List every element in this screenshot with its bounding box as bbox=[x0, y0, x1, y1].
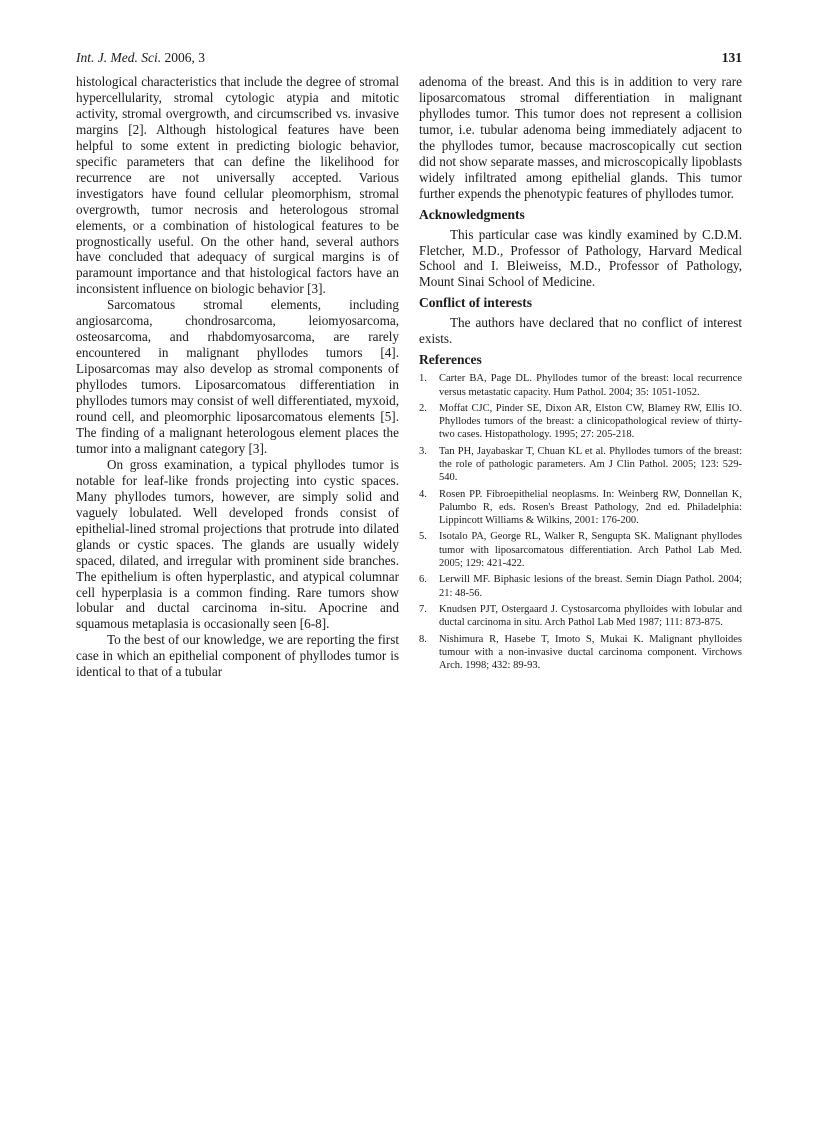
reference-number: 4. bbox=[419, 488, 427, 500]
reference-text: Lerwill MF. Biphasic lesions of the breast. Semin Diagn Pathol. 2004; 21: 48-56. bbox=[439, 574, 742, 599]
references-list bbox=[419, 372, 742, 672]
reference-number: 5. bbox=[419, 531, 427, 543]
reference-text: Tan PH, Jayabaskar T, Chuan KL et al. Phyllodes tumors of the breast: the role of pathologic parameters. Am J Clin Pathol. 2005; 123: 529-540. bbox=[439, 445, 742, 484]
reference-number: 6. bbox=[419, 574, 427, 586]
reference-item bbox=[419, 603, 742, 630]
reference-text: Moffat CJC, Pinder SE, Dixon AR, Elston CW, Blamey RW, Ellis IO. Phyllodes tumors of the breast: a clinicopathological review of thirty-two cases. Histopathology. 1995; 27: 205-218. bbox=[439, 402, 742, 441]
reference-number: 2. bbox=[419, 402, 427, 414]
references-heading: References bbox=[419, 352, 482, 368]
reference-number: 3. bbox=[419, 445, 427, 457]
reference-item bbox=[419, 445, 742, 485]
reference-item bbox=[419, 488, 742, 528]
body-paragraph: Sarcomatous stromal elements, including angiosarcoma, chondrosarcoma, leiomyosarcoma, osteosarcoma, and rhabdomyosarcoma, are rarely encountered in malignant phyllodes tumors [4]. Liposarcomas may also develop as stromal components of phyllodes tumors. Liposarcomatous differentiation in phyllodes tumors may consist of well differentiated, myxoid, round cell, and pleomorphic liposarcomatous elements [5]. The finding of a malignant heterologous element places the tumor into a malignant category [3]. bbox=[76, 297, 399, 456]
acknowledgments-text: This particular case was kindly examined by C.D.M. Fletcher, M.D., Professor of Pathology, Harvard Medical School and I. Bleiweiss, M.D., Professor of Pathology, Mount Sinai School of Medicine. bbox=[419, 226, 742, 290]
journal-year-volume: 2006, 3 bbox=[164, 50, 205, 65]
two-column-body bbox=[76, 74, 742, 680]
reference-item bbox=[419, 372, 742, 399]
page bbox=[76, 50, 742, 680]
reference-text: Isotalo PA, George RL, Walker R, Sengupta SK. Malignant phyllodes tumor with liposarcomatous differentiation. Arch Pathol Lab Med. 2005; 129: 421-422. bbox=[439, 531, 742, 570]
reference-number: 7. bbox=[419, 603, 427, 615]
conflict-of-interests-text: The authors have declared that no conflict of interest exists. bbox=[419, 315, 742, 347]
page-number: 131 bbox=[721, 50, 742, 65]
reference-item bbox=[419, 573, 742, 600]
acknowledgments-heading: Acknowledgments bbox=[419, 206, 525, 222]
reference-item bbox=[419, 633, 742, 673]
body-paragraph: On gross examination, a typical phyllodes tumor is notable for leaf-like fronds projecting into cystic spaces. Many phyllodes tumors, however, are simply solid and vaguely lobulated. Well developed fronds consist of epithelial-lined stromal projections that protrude into dilated glands or cystic spaces. The glands are usually widely spaced, dilated, and irregular with prominent side branches. The epithelium is often hyperplastic, and atypical columnar cell hyperplasia is a common finding. Rare tumors show lobular and ductal carcinoma in-situ. Apocrine and squamous metaplasia is occasionally seen [6-8]. bbox=[76, 456, 399, 632]
journal-name: Int. J. Med. Sci. bbox=[76, 50, 162, 65]
reference-item bbox=[419, 530, 742, 570]
reference-text: Nishimura R, Hasebe T, Imoto S, Mukai K. Malignant phylloides tumour with a non-invasive ductal carcinoma component. Virchows Arch. 1998; 432: 89-93. bbox=[439, 633, 742, 672]
journal-citation bbox=[76, 50, 205, 66]
body-paragraph: To the best of our knowledge, we are reporting the first case in which an epithelial component of phyllodes tumor is identical to that of a tubular bbox=[76, 632, 399, 680]
running-header bbox=[76, 50, 742, 66]
body-paragraph: adenoma of the breast. And this is in addition to very rare liposarcomatous stromal differentiation in malignant phyllodes tumor. This tumor does not represent a collision tumor, i.e. tubular adenoma being immediately adjacent to the phyllodes tumor, because macroscopically cut section did not show separate masses, and microscopically lipoblasts widely infiltrated among epithelial glands. This tumor further expends the phenotypic features of phyllodes tumor. bbox=[419, 74, 742, 201]
left-column bbox=[76, 74, 399, 680]
reference-text: Carter BA, Page DL. Phyllodes tumor of the breast: local recurrence versus metastatic capacity. Hum Pathol. 2004; 35: 1051-1052. bbox=[439, 373, 742, 398]
body-paragraph: histological characteristics that include the degree of stromal hypercellularity, stromal cytologic atypia and mitotic activity, stromal overgrowth, and circumscribed vs. invasive margins [2]. Although histological features have been helpful to some extent in predicting biologic behavior, specific parameters that can define the likelihood for recurrence are not universally accepted. Various investigators have found cellular pleomorphism, stromal overgrowth, tumor necrosis and heterologous stromal elements, or a combination of histological features to be prognostically useful. On the other hand, several authors have concluded that adequacy of surgical margins is of paramount importance and that histological factors have an inconsistent influence on biologic behavior [3]. bbox=[76, 74, 399, 297]
reference-number: 1. bbox=[419, 373, 427, 385]
reference-text: Knudsen PJT, Ostergaard J. Cystosarcoma phylloides with lobular and ductal carcinoma in situ. Arch Pathol Lab Med 1987; 111: 873-875. bbox=[439, 603, 742, 629]
right-column bbox=[419, 74, 742, 680]
reference-item bbox=[419, 402, 742, 442]
reference-text: Rosen PP. Fibroepithelial neoplasms. In: Weinberg RW, Donnellan K, Palumbo R, eds. Rosen's Breast Pathology, 2nd ed. Philadelphia: Lippincott Williams & Wilkins, 2001: 176-200. bbox=[439, 488, 742, 527]
reference-number: 8. bbox=[419, 633, 427, 645]
conflict-of-interests-heading: Conflict of interests bbox=[419, 295, 532, 311]
